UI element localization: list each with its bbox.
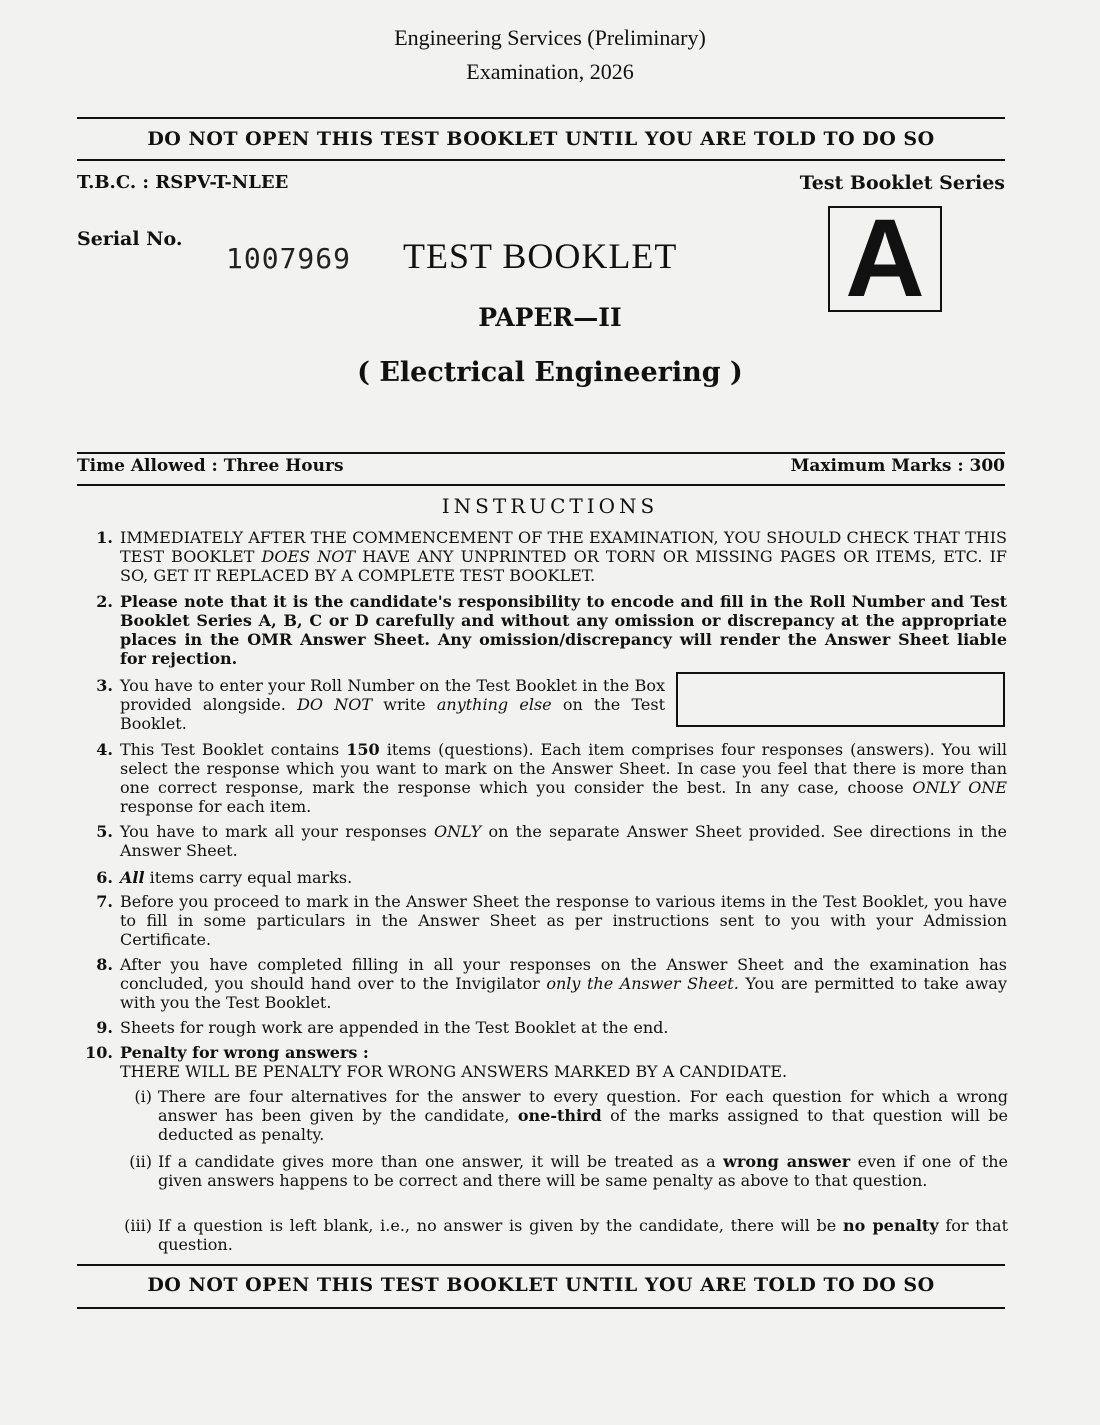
instruction-text: There are four alternatives for the answer to every question. For each question for which a wrong answer has been given by the candidate,	[158, 1087, 1008, 1125]
instruction-number: 9.	[96, 1018, 113, 1037]
serial-number: 1007969	[226, 242, 352, 275]
sub-number: (ii)	[129, 1152, 152, 1171]
instruction-number: 2.	[96, 592, 113, 611]
tbc-code: T.B.C. : RSPV-T-NLEE	[77, 172, 289, 193]
instruction-text: If a question is left blank, i.e., no answer is given by the candidate, there will be	[158, 1216, 843, 1235]
instruction-9	[77, 1018, 1007, 1037]
instruction-2	[77, 592, 1007, 668]
instruction-text: If a candidate gives more than one answer, it will be treated as a	[158, 1152, 724, 1171]
divider	[77, 1264, 1005, 1266]
instruction-text: items (questions). Each item comprises four responses (answers). You will select the response which you want to mark on the Answer Sheet. In case you feel that there is more than one correct response, mark the response which you consider the best. In any case, choose	[120, 740, 1008, 797]
instruction-number: 5.	[96, 822, 113, 841]
time-allowed: Time Allowed : Three Hours	[77, 456, 344, 476]
serial-label: Serial No.	[77, 228, 183, 250]
divider	[77, 452, 1005, 454]
instruction-number: 7.	[96, 892, 113, 911]
divider	[77, 117, 1005, 119]
instruction-text: You have to mark all your responses	[120, 822, 434, 841]
bottom-warning-banner: DO NOT OPEN THIS TEST BOOKLET UNTIL YOU ARE TOLD TO DO SO	[147, 1274, 935, 1296]
instruction-text: You have to enter your Roll Number on the Test Booklet in the Box provided alongside.	[120, 676, 665, 714]
instruction-text: After you have completed filling in all your responses on the Answer Sheet and the examination has concluded, you should hand over to the Invigilator	[120, 955, 1007, 993]
paper-title: PAPER—II	[478, 303, 622, 332]
roll-number-box[interactable]	[676, 672, 1005, 727]
instruction-text: on the Test Booklet.	[120, 695, 666, 733]
instruction-text: of the marks assigned to that question will be deducted as penalty.	[158, 1106, 1009, 1144]
instruction-number: 10.	[85, 1043, 113, 1062]
instruction-text: for that question.	[158, 1216, 1009, 1254]
instruction-emphasis: ONLY	[433, 822, 482, 841]
divider	[77, 1307, 1005, 1309]
instruction-number: 8.	[96, 955, 113, 974]
penalty-rule-3	[120, 1216, 1008, 1254]
instruction-emphasis: DOES NOT	[261, 547, 356, 566]
instruction-text: on the separate Answer Sheet provided. See directions in the Answer Sheet.	[120, 822, 1008, 860]
series-letter: A	[845, 197, 925, 320]
instructions-heading: INSTRUCTIONS	[441, 494, 659, 518]
series-box	[828, 197, 942, 320]
instruction-text: even if one of the given answers happens to be correct and there will be same penalty as above to that question.	[158, 1152, 1009, 1190]
maximum-marks: Maximum Marks : 300	[790, 456, 1005, 476]
instruction-10	[77, 1043, 1007, 1081]
divider	[77, 484, 1005, 486]
instruction-emphasis: DO NOT	[297, 695, 373, 714]
instruction-3	[77, 676, 665, 733]
exam-title-line1: Engineering Services (Preliminary)	[394, 25, 706, 50]
top-warning-banner: DO NOT OPEN THIS TEST BOOKLET UNTIL YOU ARE TOLD TO DO SO	[147, 128, 935, 150]
instruction-emphasis: All	[120, 868, 145, 887]
instruction-7	[77, 892, 1007, 949]
instruction-text: IMMEDIATELY AFTER THE COMMENCEMENT OF THE EXAMINATION, YOU SHOULD CHECK THAT THIS TEST BOOKLET	[120, 528, 1007, 566]
instruction-text: response for each item.	[120, 797, 312, 816]
subject-title: ( Electrical Engineering )	[357, 357, 743, 388]
instruction-number: 1.	[96, 528, 113, 547]
instruction-number: 4.	[96, 740, 113, 759]
instruction-emphasis: only the Answer Sheet.	[546, 974, 739, 993]
instruction-number: 6.	[96, 868, 113, 887]
instruction-emphasis: anything else	[436, 695, 552, 714]
instruction-5	[77, 822, 1007, 860]
instruction-text: This Test Booklet contains	[120, 740, 347, 759]
instruction-text: Sheets for rough work are appended in the Test Booklet at the end.	[120, 1018, 669, 1037]
instruction-text: write	[372, 695, 437, 714]
instruction-text: items carry equal marks.	[144, 868, 353, 887]
penalty-statement: THERE WILL BE PENALTY FOR WRONG ANSWERS MARKED BY A CANDIDATE.	[120, 1062, 788, 1081]
series-label: Test Booklet Series	[799, 172, 1005, 194]
instruction-emphasis: 150	[346, 740, 380, 759]
penalty-rule-2	[120, 1152, 1008, 1190]
instruction-number: 3.	[96, 676, 113, 695]
instruction-text: You are permitted to take away with you the Test Booklet.	[120, 974, 1008, 1012]
instruction-4	[77, 740, 1007, 816]
penalty-heading: Penalty for wrong answers :	[120, 1043, 369, 1062]
instruction-8	[77, 955, 1007, 1012]
instruction-text: HAVE ANY UNPRINTED OR TORN OR MISSING PAGES OR ITEMS, ETC. IF SO, GET IT REPLACED BY A COMPLETE TEST BOOKLET.	[120, 547, 1008, 585]
penalty-rule-1	[120, 1087, 1008, 1144]
instruction-6	[77, 868, 1007, 887]
instruction-emphasis: one-third	[517, 1106, 602, 1125]
instruction-text: Before you proceed to mark in the Answer Sheet the response to various items in the Test Booklet, you have to fill in some particulars in the Answer Sheet as per instructions sent to you with your Admission Certificate.	[120, 892, 1007, 949]
sub-number: (iii)	[124, 1216, 152, 1235]
instruction-emphasis: wrong answer	[723, 1152, 851, 1171]
sub-number: (i)	[134, 1087, 152, 1106]
instruction-emphasis: no penalty	[842, 1216, 939, 1235]
instruction-1	[77, 528, 1007, 585]
divider	[77, 159, 1005, 161]
exam-title-line2: Examination, 2026	[466, 59, 634, 84]
instruction-text: Please note that it is the candidate's responsibility to encode and fill in the Roll Number and Test Booklet Series A, B, C or D carefully and without any omission or discrepancy at the appropriate places in the OMR Answer Sheet. Any omission/discrepancy will render the Answer Sheet liable for rejection.	[120, 592, 1007, 668]
instruction-emphasis: ONLY ONE	[912, 778, 1007, 797]
booklet-title: TEST BOOKLET	[403, 236, 678, 276]
